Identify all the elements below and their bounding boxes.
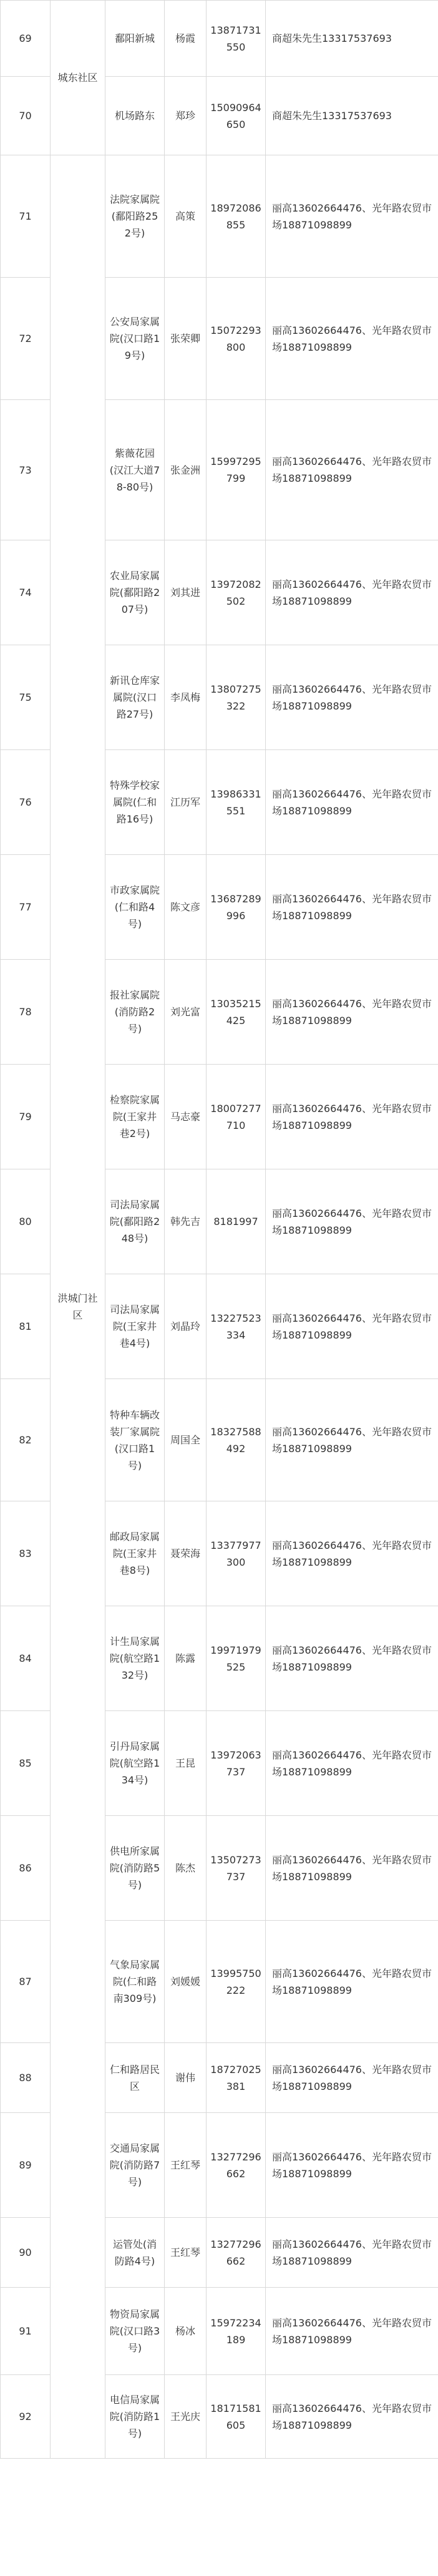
contact-phone: 18007277710	[207, 1065, 266, 1169]
contact-name: 马志豪	[165, 1065, 207, 1169]
residential-area: 气象局家属院(仁和路南309号)	[105, 1921, 165, 2043]
residential-area: 特种车辆改装厂家属院(汉口路1号)	[105, 1379, 165, 1501]
residential-area: 紫薇花园(汉江大道78-80号)	[105, 400, 165, 540]
residential-area: 物资局家属院(汉口路3号)	[105, 2288, 165, 2375]
contact-name: 陈露	[165, 1606, 207, 1711]
contact-phone: 13972063737	[207, 1711, 266, 1816]
residential-area: 引丹局家属院(航空路134号)	[105, 1711, 165, 1816]
supply-contact: 丽高13602664476、光年路农贸市场18871098899	[266, 1711, 438, 1816]
contact-name: 张荣卿	[165, 278, 207, 400]
contact-phone: 15090964650	[207, 77, 266, 155]
contact-name: 郑珍	[165, 77, 207, 155]
contact-phone: 15972234189	[207, 2288, 266, 2375]
row-number: 76	[1, 750, 51, 855]
supply-contact: 丽高13602664476、光年路农贸市场18871098899	[266, 1065, 438, 1169]
table-row	[1, 1, 438, 77]
supply-contact: 丽高13602664476、光年路农贸市场18871098899	[266, 2218, 438, 2288]
contact-phone: 13972082502	[207, 540, 266, 645]
supply-contact: 丽高13602664476、光年路农贸市场18871098899	[266, 855, 438, 960]
supply-contact: 丽高13602664476、光年路农贸市场18871098899	[266, 1816, 438, 1921]
contact-name: 聂荣海	[165, 1501, 207, 1606]
contact-phone: 15997295799	[207, 400, 266, 540]
supply-contact: 丽高13602664476、光年路农贸市场18871098899	[266, 1501, 438, 1606]
residential-area: 交通局家属院(消防路7号)	[105, 2113, 165, 2218]
residential-area: 公安局家属院(汉口路19号)	[105, 278, 165, 400]
residential-area: 电信局家属院(消防路1号)	[105, 2375, 165, 2459]
contact-phone: 18327588492	[207, 1379, 266, 1501]
residential-area: 新讯仓库家属院(汉口路27号)	[105, 645, 165, 750]
contact-phone: 13277296662	[207, 2218, 266, 2288]
contact-phone: 15072293800	[207, 278, 266, 400]
contact-name: 陈文彦	[165, 855, 207, 960]
contact-name: 刘媛媛	[165, 1921, 207, 2043]
supply-contact: 丽高13602664476、光年路农贸市场18871098899	[266, 2113, 438, 2218]
contact-phone: 13807275322	[207, 645, 266, 750]
contact-name: 江历军	[165, 750, 207, 855]
contact-name: 王红琴	[165, 2113, 207, 2218]
supply-contact: 丽高13602664476、光年路农贸市场18871098899	[266, 645, 438, 750]
supply-contact: 丽高13602664476、光年路农贸市场18871098899	[266, 1921, 438, 2043]
row-number: 88	[1, 2043, 51, 2113]
row-number: 71	[1, 155, 51, 278]
contact-name: 王光庆	[165, 2375, 207, 2459]
row-number: 77	[1, 855, 51, 960]
row-number: 85	[1, 1711, 51, 1816]
row-number: 70	[1, 77, 51, 155]
supply-contact: 丽高13602664476、光年路农贸市场18871098899	[266, 750, 438, 855]
residential-area: 报社家属院(消防路2号)	[105, 960, 165, 1065]
contact-name: 杨冰	[165, 2288, 207, 2375]
row-number: 78	[1, 960, 51, 1065]
contact-name: 王昆	[165, 1711, 207, 1816]
row-number: 91	[1, 2288, 51, 2375]
residential-area: 仁和路居民区	[105, 2043, 165, 2113]
supply-contact: 丽高13602664476、光年路农贸市场18871098899	[266, 2043, 438, 2113]
residential-area: 鄱阳新城	[105, 1, 165, 77]
residential-area: 机场路东	[105, 77, 165, 155]
residential-area: 司法局家属院(王家井巷4号)	[105, 1274, 165, 1379]
supply-contact: 丽高13602664476、光年路农贸市场18871098899	[266, 2375, 438, 2459]
row-number: 80	[1, 1169, 51, 1274]
residential-area: 检察院家属院(王家井巷2号)	[105, 1065, 165, 1169]
contact-name: 李凤梅	[165, 645, 207, 750]
contact-name: 谢伟	[165, 2043, 207, 2113]
contact-phone: 13871731550	[207, 1, 266, 77]
residential-area: 司法局家属院(鄱阳路248号)	[105, 1169, 165, 1274]
row-number: 69	[1, 1, 51, 77]
contact-name: 周国全	[165, 1379, 207, 1501]
contact-phone: 13995750222	[207, 1921, 266, 2043]
supply-contact: 丽高13602664476、光年路农贸市场18871098899	[266, 1606, 438, 1711]
row-number: 87	[1, 1921, 51, 2043]
community-name: 城东社区	[51, 1, 105, 155]
table-row	[1, 155, 438, 278]
contact-name: 刘光富	[165, 960, 207, 1065]
row-number: 92	[1, 2375, 51, 2459]
contact-name: 杨霞	[165, 1, 207, 77]
supply-contact: 商超朱先生13317537693	[266, 77, 438, 155]
row-number: 72	[1, 278, 51, 400]
contact-phone: 18972086855	[207, 155, 266, 278]
supply-contact: 丽高13602664476、光年路农贸市场18871098899	[266, 540, 438, 645]
row-number: 81	[1, 1274, 51, 1379]
row-number: 75	[1, 645, 51, 750]
row-number: 73	[1, 400, 51, 540]
residential-area: 计生局家属院(航空路132号)	[105, 1606, 165, 1711]
residential-area: 运管处(消防路4号)	[105, 2218, 165, 2288]
residential-area: 特殊学校家属院(仁和路16号)	[105, 750, 165, 855]
contact-name: 王红琴	[165, 2218, 207, 2288]
supply-contact: 丽高13602664476、光年路农贸市场18871098899	[266, 2288, 438, 2375]
contact-phone: 13377977300	[207, 1501, 266, 1606]
contact-phone: 13035215425	[207, 960, 266, 1065]
row-number: 84	[1, 1606, 51, 1711]
community-name: 洪城门社区	[51, 155, 105, 2459]
supply-contact: 丽高13602664476、光年路农贸市场18871098899	[266, 960, 438, 1065]
contact-name: 刘晶玲	[165, 1274, 207, 1379]
supply-contact: 丽高13602664476、光年路农贸市场18871098899	[266, 1379, 438, 1501]
contact-phone: 13507273737	[207, 1816, 266, 1921]
contact-phone: 19971979525	[207, 1606, 266, 1711]
row-number: 86	[1, 1816, 51, 1921]
contact-name: 刘其进	[165, 540, 207, 645]
contact-phone: 13277296662	[207, 2113, 266, 2218]
contact-phone: 18727025381	[207, 2043, 266, 2113]
supply-contact: 丽高13602664476、光年路农贸市场18871098899	[266, 155, 438, 278]
contact-phone: 13687289996	[207, 855, 266, 960]
residential-area: 邮政局家属院(王家井巷8号)	[105, 1501, 165, 1606]
supply-contact: 丽高13602664476、光年路农贸市场18871098899	[266, 278, 438, 400]
residential-area: 法院家属院(鄱阳路252号)	[105, 155, 165, 278]
row-number: 82	[1, 1379, 51, 1501]
contact-name: 陈杰	[165, 1816, 207, 1921]
row-number: 89	[1, 2113, 51, 2218]
supply-contact: 丽高13602664476、光年路农贸市场18871098899	[266, 1169, 438, 1274]
supply-contact: 丽高13602664476、光年路农贸市场18871098899	[266, 400, 438, 540]
contact-name: 张金洲	[165, 400, 207, 540]
row-number: 79	[1, 1065, 51, 1169]
row-number: 90	[1, 2218, 51, 2288]
row-number: 74	[1, 540, 51, 645]
contact-name: 韩先吉	[165, 1169, 207, 1274]
residential-area: 供电所家属院(消防路5号)	[105, 1816, 165, 1921]
supply-contact: 丽高13602664476、光年路农贸市场18871098899	[266, 1274, 438, 1379]
contact-phone: 13986331551	[207, 750, 266, 855]
contact-name: 高策	[165, 155, 207, 278]
contact-phone: 8181997	[207, 1169, 266, 1274]
residential-area: 农业局家属院(鄱阳路207号)	[105, 540, 165, 645]
contact-phone: 18171581605	[207, 2375, 266, 2459]
row-number: 83	[1, 1501, 51, 1606]
residential-area: 市政家属院(仁和路4号)	[105, 855, 165, 960]
contact-phone: 13227523334	[207, 1274, 266, 1379]
supply-contact: 商超朱先生13317537693	[266, 1, 438, 77]
table-body	[1, 1, 438, 2459]
